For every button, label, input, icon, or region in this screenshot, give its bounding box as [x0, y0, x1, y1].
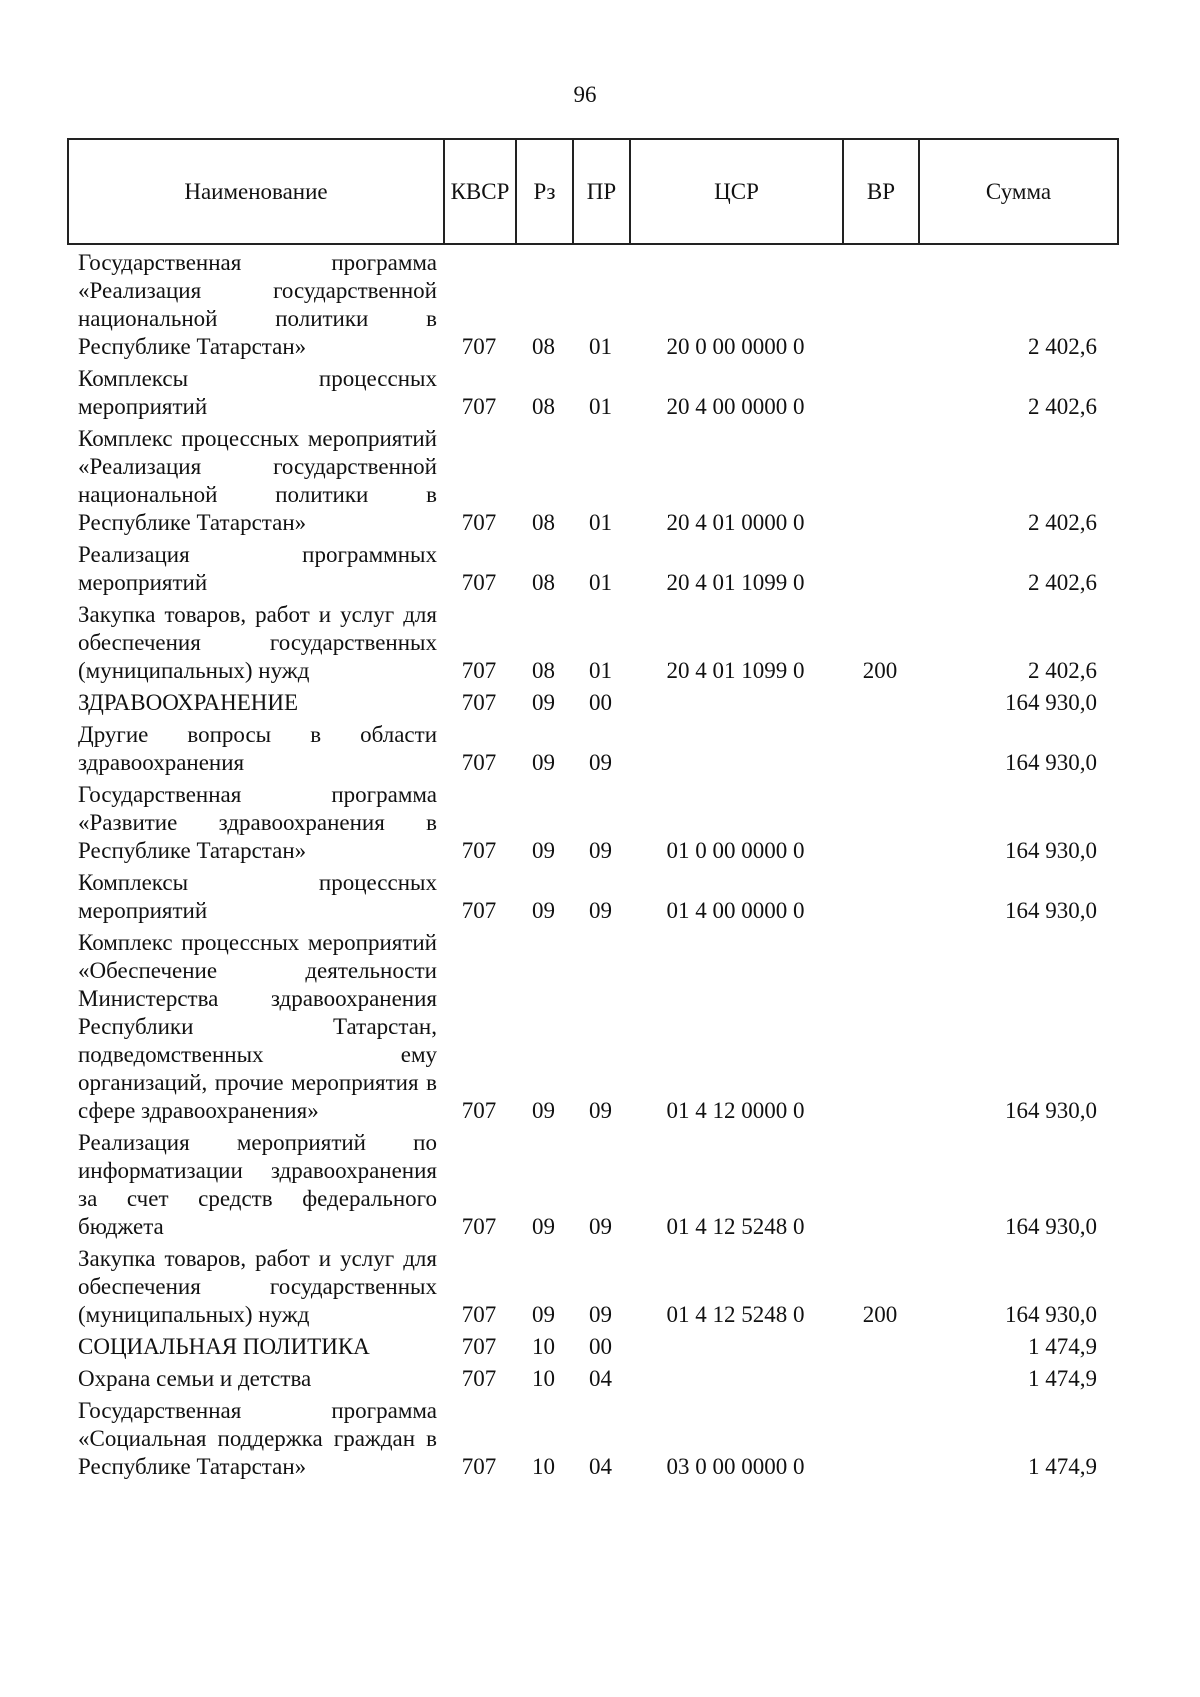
cell-sum: 164 930,0	[1005, 1214, 1097, 1239]
cell-rz: 09	[532, 1302, 555, 1327]
table-row	[67, 599, 1117, 687]
cell-name: Реализация мероприятий по информатизации здравоохранения за счет средств федерального бюджета	[78, 1130, 437, 1239]
cell-kvsr: 707	[461, 898, 497, 923]
cell-rz: 10	[532, 1334, 555, 1359]
cell-pr: 01	[589, 334, 612, 359]
cell-csr: 20 4 01 0000 0	[666, 510, 805, 535]
cell-rz: 08	[532, 510, 555, 535]
cell-sum: 1 474,9	[1028, 1366, 1097, 1391]
cell-vr	[842, 1363, 918, 1395]
table-row	[67, 1395, 1117, 1483]
cell-pr: 01	[589, 510, 612, 535]
header-rz: Рз	[516, 139, 573, 244]
cell-rz: 09	[532, 1098, 555, 1123]
header-name: Наименование	[68, 139, 444, 244]
cell-name: Комплексы процессных мероприятий	[78, 366, 437, 419]
header-sum: Сумма	[919, 139, 1118, 244]
cell-sum: 164 930,0	[1005, 1098, 1097, 1123]
cell-vr	[842, 363, 918, 423]
table-row	[67, 1363, 1117, 1395]
cell-vr	[842, 719, 918, 779]
cell-vr	[842, 779, 918, 867]
cell-vr	[842, 1127, 918, 1243]
cell-name: ЗДРАВООХРАНЕНИЕ	[78, 690, 299, 715]
cell-csr	[629, 687, 842, 719]
cell-kvsr: 707	[461, 570, 497, 595]
cell-rz: 08	[532, 334, 555, 359]
header-kvsr: КВСР	[444, 139, 516, 244]
header-csr: ЦСР	[630, 139, 843, 244]
cell-name: Комплекс процессных мероприятий «Реализация государственной национальной политики в Республике Татарстан»	[78, 426, 437, 535]
cell-csr	[629, 1331, 842, 1363]
cell-name: Комплекс процессных мероприятий «Обеспечение деятельности Министерства здравоохранения Республики Татарстан, подведомственных ему организаций, прочие мероприятия в сфере здравоохранения»	[78, 930, 437, 1123]
cell-kvsr: 707	[461, 1098, 497, 1123]
cell-sum: 164 930,0	[1005, 898, 1097, 923]
cell-csr: 01 4 12 0000 0	[666, 1098, 805, 1123]
cell-sum: 164 930,0	[1005, 1302, 1097, 1327]
cell-rz: 08	[532, 658, 555, 683]
cell-name: Государственная программа «Реализация государственной национальной политики в Республике Татарстан»	[78, 250, 437, 359]
cell-sum: 2 402,6	[1028, 510, 1097, 535]
cell-pr: 01	[589, 570, 612, 595]
cell-rz: 09	[532, 750, 555, 775]
cell-vr	[842, 927, 918, 1127]
cell-rz: 10	[532, 1454, 555, 1479]
cell-pr: 00	[589, 1334, 612, 1359]
cell-name: Закупка товаров, работ и услуг для обеспечения государственных (муниципальных) нужд	[78, 1246, 437, 1327]
table-row	[67, 779, 1117, 867]
table-row	[67, 1127, 1117, 1243]
cell-pr: 09	[589, 898, 612, 923]
cell-vr	[842, 687, 918, 719]
cell-sum: 164 930,0	[1005, 690, 1097, 715]
cell-sum: 2 402,6	[1028, 394, 1097, 419]
cell-rz: 08	[532, 394, 555, 419]
cell-sum: 2 402,6	[1028, 570, 1097, 595]
cell-pr: 09	[589, 1302, 612, 1327]
cell-rz: 09	[532, 1214, 555, 1239]
cell-vr	[842, 1331, 918, 1363]
cell-rz: 09	[532, 690, 555, 715]
cell-csr: 20 4 01 1099 0	[666, 658, 805, 683]
cell-kvsr: 707	[461, 658, 497, 683]
cell-kvsr: 707	[461, 1454, 497, 1479]
cell-pr: 01	[589, 658, 612, 683]
cell-sum: 164 930,0	[1005, 750, 1097, 775]
budget-table	[67, 247, 1117, 1483]
cell-vr	[842, 1395, 918, 1483]
table-row	[67, 1331, 1117, 1363]
cell-pr: 09	[589, 838, 612, 863]
cell-name: Реализация программных мероприятий	[78, 542, 437, 595]
cell-csr: 01 0 00 0000 0	[666, 838, 805, 863]
table-row	[67, 1243, 1117, 1331]
cell-name: Государственная программа «Развитие здравоохранения в Республике Татарстан»	[78, 782, 437, 863]
cell-vr	[842, 423, 918, 539]
cell-vr: 200	[862, 658, 898, 683]
cell-csr: 20 0 00 0000 0	[666, 334, 805, 359]
cell-vr: 200	[862, 1302, 898, 1327]
cell-kvsr: 707	[461, 510, 497, 535]
cell-csr	[629, 719, 842, 779]
cell-rz: 10	[532, 1366, 555, 1391]
cell-kvsr: 707	[461, 838, 497, 863]
table-row	[67, 423, 1117, 539]
table-row	[67, 363, 1117, 423]
cell-kvsr: 707	[461, 690, 497, 715]
cell-sum: 2 402,6	[1028, 334, 1097, 359]
cell-rz: 08	[532, 570, 555, 595]
cell-pr: 04	[589, 1366, 612, 1391]
cell-kvsr: 707	[461, 1302, 497, 1327]
cell-name: Другие вопросы в области здравоохранения	[78, 722, 437, 775]
cell-kvsr: 707	[461, 1334, 497, 1359]
cell-csr: 20 4 00 0000 0	[666, 394, 805, 419]
cell-sum: 164 930,0	[1005, 838, 1097, 863]
cell-name: Комплексы процессных мероприятий	[78, 870, 437, 923]
cell-pr: 09	[589, 1098, 612, 1123]
table-row	[67, 719, 1117, 779]
cell-vr	[842, 247, 918, 363]
page-number: 96	[573, 82, 597, 107]
cell-name: Государственная программа «Социальная поддержка граждан в Республике Татарстан»	[78, 1398, 437, 1479]
cell-pr: 00	[589, 690, 612, 715]
cell-kvsr: 707	[461, 1214, 497, 1239]
cell-name: СОЦИАЛЬНАЯ ПОЛИТИКА	[78, 1334, 370, 1359]
table-row	[67, 927, 1117, 1127]
cell-pr: 09	[589, 1214, 612, 1239]
cell-kvsr: 707	[461, 394, 497, 419]
cell-sum: 1 474,9	[1028, 1454, 1097, 1479]
table-row	[67, 687, 1117, 719]
cell-kvsr: 707	[461, 750, 497, 775]
cell-sum: 1 474,9	[1028, 1334, 1097, 1359]
cell-csr: 20 4 01 1099 0	[666, 570, 805, 595]
cell-csr	[629, 1363, 842, 1395]
cell-kvsr: 707	[461, 334, 497, 359]
cell-csr: 01 4 12 5248 0	[666, 1214, 805, 1239]
cell-rz: 09	[532, 838, 555, 863]
header-pr: ПР	[573, 139, 630, 244]
cell-pr: 09	[589, 750, 612, 775]
cell-pr: 01	[589, 394, 612, 419]
cell-kvsr: 707	[461, 1366, 497, 1391]
cell-csr: 01 4 12 5248 0	[666, 1302, 805, 1327]
cell-pr: 04	[589, 1454, 612, 1479]
cell-vr	[842, 867, 918, 927]
table-row	[67, 867, 1117, 927]
cell-rz: 09	[532, 898, 555, 923]
header-vr: ВР	[843, 139, 919, 244]
table-header	[67, 138, 1119, 245]
table-row	[67, 247, 1117, 363]
cell-sum: 2 402,6	[1028, 658, 1097, 683]
table-row	[67, 539, 1117, 599]
cell-csr: 01 4 00 0000 0	[666, 898, 805, 923]
cell-vr	[842, 539, 918, 599]
cell-name: Закупка товаров, работ и услуг для обеспечения государственных (муниципальных) нужд	[78, 602, 437, 683]
cell-name: Охрана семьи и детства	[78, 1366, 312, 1391]
cell-csr: 03 0 00 0000 0	[666, 1454, 805, 1479]
